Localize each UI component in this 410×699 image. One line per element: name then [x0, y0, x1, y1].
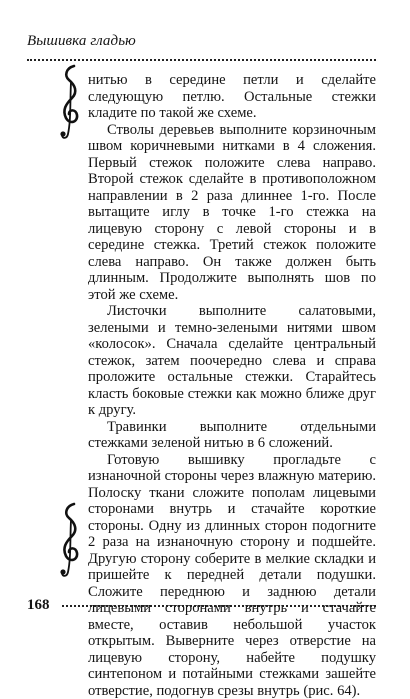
page-number: 168: [27, 597, 50, 614]
clef-ornament-top-icon: [56, 62, 84, 142]
clef-ornament-bottom-icon: [56, 500, 84, 580]
paragraph: Листочки выполните салатовыми, зелеными и темно-зелеными нитями швом «колосок». Сначала сделайте центральный стежок, затем поочередно слева и справа проложите остальные стежки. Старайтесь класть боковые стежки как можно ближе друг к другу.: [88, 303, 376, 419]
paragraph: нитью в середине петли и сделайте следующую петлю. Остальные стежки кладите по такой же схеме.: [88, 72, 376, 122]
paragraph: Травинки выполните отдельными стежками зеленой нитью в 6 сложений.: [88, 419, 376, 452]
bottom-dotted-rule: [62, 605, 376, 607]
paragraph: Готовую вышивку прогладьте с изнаночной стороны через влажную материю. Полоску ткани сложите пополам лицевыми сторонами внутрь и стачайте короткие стороны. Одну из длинных сторон подогните 2 раза на изнаночную сторону и подшейте. Другую сторону соберите в мелкие складки и пришейте к передней детали подушки. Сложите переднюю и заднюю детали лицевыми сторонами внутрь и стачайте вместе, оставив небольшой участок открытым. Выверните через отверстие на лицевую сторону, набейте подушку синтепоном и потайными стежками зашейте отверстие, подогнув срезы внутрь (рис. 64).: [88, 452, 376, 699]
paragraph: Стволы деревьев выполните корзиночным швом коричневыми нитками в 4 сложения. Первый стежок положите слева направо. Второй стежок сделайте в противоположном направлении в 2 раза длиннее 1-го. После вытащите иглу в точке 1-го стежка на лицевую сторону с левой стороны и в середине стежка. Третий стежок положите слева направо. Он также должен быть длинным. Продолжите выполнять шов по этой же схеме.: [88, 122, 376, 304]
top-dotted-rule: [27, 59, 376, 61]
running-head-title: Вышивка гладью: [27, 33, 136, 50]
